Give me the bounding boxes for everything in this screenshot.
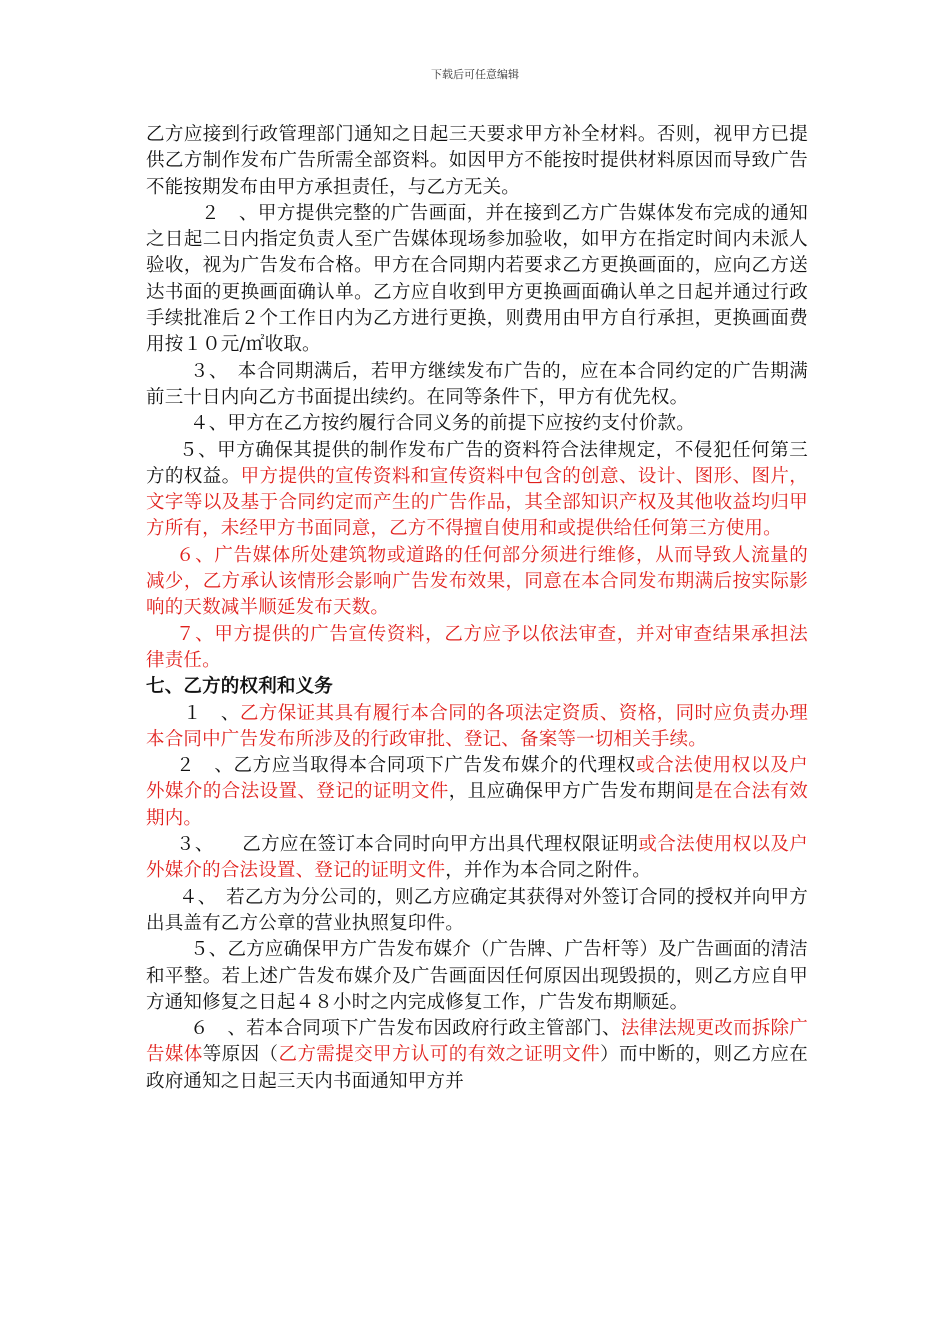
- text-run: ５、乙方应确保甲方广告发布媒介（广告牌、广告杆等）及广告画面的清洁和平整。若上述广告发布媒介及广告画面因任何原因出现毁损的，则乙方应自甲方通知修复之日起４８小时之内完成修复工作，广告发布期顺延。: [146, 939, 808, 1013]
- paragraph: [146, 438, 808, 543]
- paragraph: [146, 359, 808, 412]
- highlighted-text-run: 乙方需提交甲方认可的有效之证明文件: [278, 1044, 601, 1066]
- highlighted-text-run: ７、甲方提供的广告宣传资料，乙方应予以依法审查，并对审查结果承担法律责任。: [146, 623, 808, 671]
- text-run: ３、 乙方应在签订本合同时向甲方出具代理权限证明: [176, 834, 639, 856]
- text-run: １ 、: [183, 702, 240, 724]
- highlighted-text-run: 乙方保证其具有履行本合同的各项法定资质、资格，同时应负责办理本合同中广告发布所涉及的行政审批、登记、备案等一切相关手续。: [146, 702, 808, 750]
- page-header: 下载后可任意编辑: [431, 68, 519, 81]
- highlighted-text-run: 甲方提供的宣传资料和宣传资料中包含的创意、设计、图形、图片，文字等以及基于合同约定而产生的广告作品，其全部知识产权及其他收益均归甲方所有，未经甲方书面同意，乙方不得擅自使用和或提供给任何第三方使用。: [146, 465, 808, 540]
- highlighted-text-run: 或合法使用权以及户外媒介的合法设置、登记的证明文件: [146, 755, 808, 803]
- text-run: 等原因（: [202, 1044, 279, 1066]
- text-run: 七、乙方的权利和义务: [146, 676, 334, 698]
- text-run: ，且应确保甲方广告发布期间: [448, 781, 695, 803]
- paragraph: [146, 832, 808, 885]
- text-run: ６ 、若本合同项下广告发布因政府行政主管部门、: [190, 1018, 621, 1040]
- paragraph: [146, 122, 808, 201]
- paragraph: [146, 411, 808, 437]
- document-body: [146, 122, 808, 1095]
- highlighted-text-run: 法律法规更改而拆除广告媒体: [146, 1018, 808, 1066]
- paragraph: [146, 701, 808, 754]
- text-run: ，并作为本合同之附件。: [445, 860, 651, 882]
- text-run: ）而中断的，则乙方应在政府通知之日起三天内书面通知甲方并: [146, 1044, 808, 1092]
- paragraph: [146, 543, 808, 622]
- text-run: ５、甲方确保其提供的制作发布广告的资料符合法律规定，不侵犯任何第三方的权益。: [146, 439, 808, 487]
- text-run: ２ 、乙方应当取得本合同项下广告发布媒介的代理权: [176, 755, 636, 777]
- paragraph: [146, 1016, 808, 1095]
- highlighted-text-run: ６、广告媒体所处建筑物或道路的任何部分须进行维修，从而导致人流量的减少，乙方承认该情形会影响广告发布效果，同意在本合同发布期满后按实际影响的天数减半顺延发布天数。: [146, 544, 808, 619]
- text-run: 乙方应接到行政管理部门通知之日起三天要求甲方补全材料。否则，视甲方已提供乙方制作发布广告所需全部资料。如因甲方不能按时提供材料原因而导致广告不能按期发布由甲方承担责任，与乙方无关。: [146, 124, 808, 198]
- paragraph: [146, 753, 808, 832]
- text-run: ４、 若乙方为分公司的，则乙方应确定其获得对外签订合同的授权并向甲方出具盖有乙方公章的营业执照复印件。: [146, 886, 808, 934]
- paragraph: [146, 937, 808, 1016]
- highlighted-text-run: 是在合法有效期内。: [146, 781, 809, 829]
- highlighted-text-run: 或合法使用权以及户外媒介的合法设置、登记的证明文件: [146, 834, 808, 882]
- paragraph: [146, 201, 808, 359]
- text-run: ３、 本合同期满后，若甲方继续发布广告的，应在本合同约定的广告期满前三十日内向乙方书面提出续约。在同等条件下，甲方有优先权。: [146, 360, 808, 408]
- text-run: ４、甲方在乙方按约履行合同义务的前提下应按约支付价款。: [190, 413, 695, 435]
- paragraph: [146, 622, 808, 675]
- paragraph: [146, 885, 808, 938]
- section-heading: [146, 674, 808, 700]
- text-run: ２ 、甲方提供完整的广告画面，并在接到乙方广告媒体发布完成的通知之日起二日内指定负责人至广告媒体现场参加验收，如甲方在指定时间内未派人验收，视为广告发布合格。甲方在合同期内若要求乙方更换画面的，应向乙方送达书面的更换画面确认单。乙方应自收到甲方更换画面确认单之日起并通过行政手续批准后２个工作日内为乙方进行更换，则费用由甲方自行承担，更换画面费用按１０元/㎡收取。: [146, 202, 808, 356]
